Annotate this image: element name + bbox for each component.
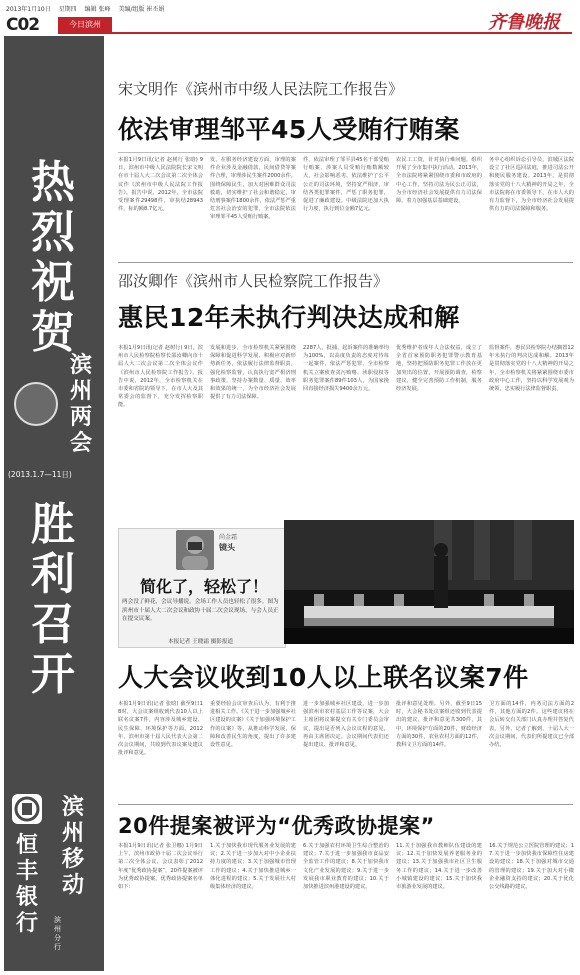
article3-col-4: 批评和意见处理。另外，截至9日15时，大会秘书处议案组还收到代表提出的建议、批评和意见共300件，其中，环境保护方面的20件，财政经济方面的30件，农业农村方面的12件，教科文卫方面的14件。 <box>396 701 482 749</box>
article1-headline: 依法审理邹平45人受贿行贿案 <box>118 115 460 144</box>
article1-col-5: 务中心组织诉讼引导员，滨城区法院设立了社区巡回法庭，推进司法公开和便民服务建设。2013年，是贯彻落实党的十八大精神的开局之年，全市法院将在市委领导下，在市人大的有力监督下，为全市经济社会发展提供有力的司法保障和服务。 <box>489 157 574 213</box>
article3-col-3: 进一步加强城乡社区建设，进一步加强滨州市农村基层工作等议案，大会主席团将议案提交有关专门委员会审议，提出是否列入会议议程的意见，再由主席团决定。会议期间代表们还提出建议、批评和意见。 <box>303 701 389 749</box>
article2-headline: 惠民12年未执行判决达成和解 <box>118 303 460 332</box>
designer-credit: 美编/组版 崔丕娟 <box>118 6 165 13</box>
page-number: C02 <box>6 15 40 35</box>
banner-event: 滨州两会 <box>69 352 92 456</box>
article2-col-5: 监督案件，惠民县检察院办结搁置12年未执行的判决达成和解。2013年是贯彻落实党的十八大精神的开局之年，全市检察机关将紧紧围绕市委市政府中心工作，坚持以科学发展观为统领，忠实履行法律监督职责。 <box>489 345 574 393</box>
sponsor-bank: 恒丰银行 <box>15 832 38 936</box>
article4-col-5: 16.关于规范公立医院管理的建议；17.关于进一步加快我市保障性住房建设的建议；18.关于加强对城市交通的管理的建议；19.关于加大对小微企业融资支持的建议；20.关于优化公交线路的建议。 <box>489 843 574 891</box>
article4-col-2: 1.关于加快我市现代服务业发展的建议；2.关于进一步加大对中小企业扶持力度的建议；3.关于加强城市管理工作的建议；4.关于加快推进城乡一体化进程的建议；5.关于发展壮大村级集体经济的建议。 <box>210 843 296 891</box>
column-name: 镜头 <box>219 543 235 552</box>
sponsor-mobile: 滨州移动 <box>61 794 84 898</box>
article2-kicker: 邵汝卿作《滨州市人民检察院工作报告》 <box>118 272 389 290</box>
article4-col-4: 11.关于加强我市教师队伍建设的建议；12.关于加快发展养老服务业的建议；13.关于加强我市社区卫生服务工作的建议；14.关于进一步改善小城镇建设的建议；15.关于加快我市旅游业发展的建议。 <box>396 843 482 891</box>
columnist-avatar <box>176 530 214 570</box>
article3-col-1: 本报1月9日讯(记者 张晗) 截至9日18时，大会议案组收到代表10人以上联名议案7件，内容涉及城乡建设、民生保障、环境保护等方面。2012年，滨州市第十届人民代表大会第二次会议期间，共收到代表议案及建议批评和意见。 <box>118 701 203 757</box>
issue-weekday: 星期四 <box>58 6 77 13</box>
article4-col-1: 本报1月9日讯(记者 张卫娜) 1月9日上午，滨州市政协十届二次会议举行第二次全体会议，会议表彰了2012年度“优秀政协提案”，20件提案被评为优秀政协提案。优秀政协提案名单如下： <box>118 843 203 891</box>
article4-col-3: 6.关于加强农村环境卫生综合整治的建议；7.关于进一步加强我市食品安全监管工作的建议；8.关于加快我市文化产业发展的建议；9.关于进一步发展我市职业教育的建议；10.关于加快推进滨州港建设的建议。 <box>303 843 389 891</box>
article2-col-3: 2287人，批捕、起诉案件的准确率均为100%，以高度负责的态度对待每一起案件，依法严惩犯罪，全市检察机关立案侦查贪污贿赂、渎职侵权等职务犯罪案件89件103人，为国家挽回直接经济损失9400余万元。 <box>303 345 389 393</box>
article1-col-2: 发，在服务经济建设方面，审理的案件企业涉及金融借款，民间借贷等案件合理，审理涉民生案件2000余件。围绕保障民生，加大对困难群众司法救助，切实维护了社会和谐稳定，审结刑事案件1800余件，依法严惩严重危害社会治安的犯罪，全市法院依法审理邹平45人受贿行贿案。 <box>210 157 296 221</box>
article2-col-4: 优秀维护者成年人合法权益，成立了全省首家预防职务犯罪警示教育基地，坚持把预防职务犯罪工作放在更加突出的位置，开展预防调查，检察建议，健全完善预防工作机制，服务经济发展。 <box>396 345 482 393</box>
article4-headline: 20件提案被评为“优秀政协提案” <box>118 814 435 838</box>
section-divider <box>118 262 573 263</box>
national-emblem-icon <box>14 382 58 426</box>
article3-col-5: 卫方面的14件，内务司法方面的2件，其他方面的2件。这些建议将在会后转交有关部门认真办理并答复代表。另外，记者了解到，十届人大一次会议期间，代表们所提建议已全部办结。 <box>489 701 574 749</box>
column-title: 简化了，轻松了！ <box>140 577 269 596</box>
sponsor-branch: 滨州分行 <box>54 916 61 951</box>
banner-closing: 胜利召开 <box>31 499 75 700</box>
issue-date: 2013年1月10日 <box>6 6 51 13</box>
article1-rule <box>118 152 573 153</box>
section-tab: 今日滨州 <box>58 17 112 32</box>
issue-info <box>6 4 170 13</box>
article1-col-1: 本报1月9日讯(记者 赵树行 张晗) 9日，滨州市中级人民法院院长宋文明在市十届人大二次会议第二次全体会议作《滨州市中级人民法院工作报告》。报告中说，2012年，全市法院受理案件29498件，审执结28943件，标的额8.7亿元。 <box>118 157 203 213</box>
article2-col-2: 发展和进步，全市检察机关紧紧围绕保障和促进科学发展，积极应对新形势新任务，依法履行法律监督职责，强化检察监督，认真执行宽严相济刑事政策，坚持办案数量、质量、效率和效果的统一，为全市经济社会发展提供了有力司法保障。 <box>210 345 296 401</box>
article3-headline: 人大会议收到10人以上联名议案7件 <box>118 663 529 692</box>
meeting-photo <box>284 520 574 644</box>
article3-divider <box>118 804 573 805</box>
article1-col-3: 件，依法审理了邹平县45名干部受贿行贿案，涉案人员受贿行贿数额较大，社会影响恶劣。依法维护了公平公正的司法环境，坚持宽严相济，审结各类犯罪案件，严惩了职务犯罪，促进了廉政建设。中级法院还加大执行力度，执行到位金额7亿元。 <box>303 157 389 213</box>
hengfeng-bank-logo-icon <box>12 794 42 824</box>
photo-caption: 两会没了鲜花，会议导播说，会场工作人员也轻松了很多。图为滨州市十届人大二次会议和政协十届二次会议现场，与会人员正在提交议案。 <box>122 599 279 623</box>
editor-credit: 编辑 张峰 <box>84 6 111 13</box>
article1-kicker: 宋文明作《滨州市中级人民法院工作报告》 <box>118 80 404 98</box>
article2-col-1: 本报1月9日讯(记者 赵树行) 9日，滨州市人民检察院检察长邵汝卿向市十届人大二次会议第二次全体会议作《滨州市人民检察院工作报告》。报告中说，2012年，全市检察机关在市委和省院的领导下，在市人大及其常委会的监督下，充分发挥检察职能。 <box>118 345 203 409</box>
banner-greeting: 热烈祝贺 <box>31 157 75 358</box>
photo-credit: 本报记者 王晓霜 摄影报道 <box>168 639 234 645</box>
congratulation-banner <box>4 36 104 971</box>
column-writer: 尚金霜 <box>219 534 238 541</box>
article3-col-2: 重要经验会议审查后认为，有利于推进相关工作。《关于进一步加强城乡社区建设的议案》《关于加强环境保护工作的议案》等，从推动科学发展、保障和改善民生的角度，提出了许多建设性意见。 <box>210 701 296 749</box>
masthead <box>0 0 580 40</box>
article1-col-4: 农民工工资，针对执行难问题，组织开展了全市集中执行活动。2013年，全市法院将紧紧围绕市委和市政府的中心工作，坚持司法为民公正司法，为全市经济社会发展提供有力司法保障，着力加强基层基础建设。 <box>396 157 482 205</box>
banner-dates: (2013.1.7—11日) <box>8 470 72 479</box>
paper-logo: 齐鲁晚报 <box>488 12 560 33</box>
